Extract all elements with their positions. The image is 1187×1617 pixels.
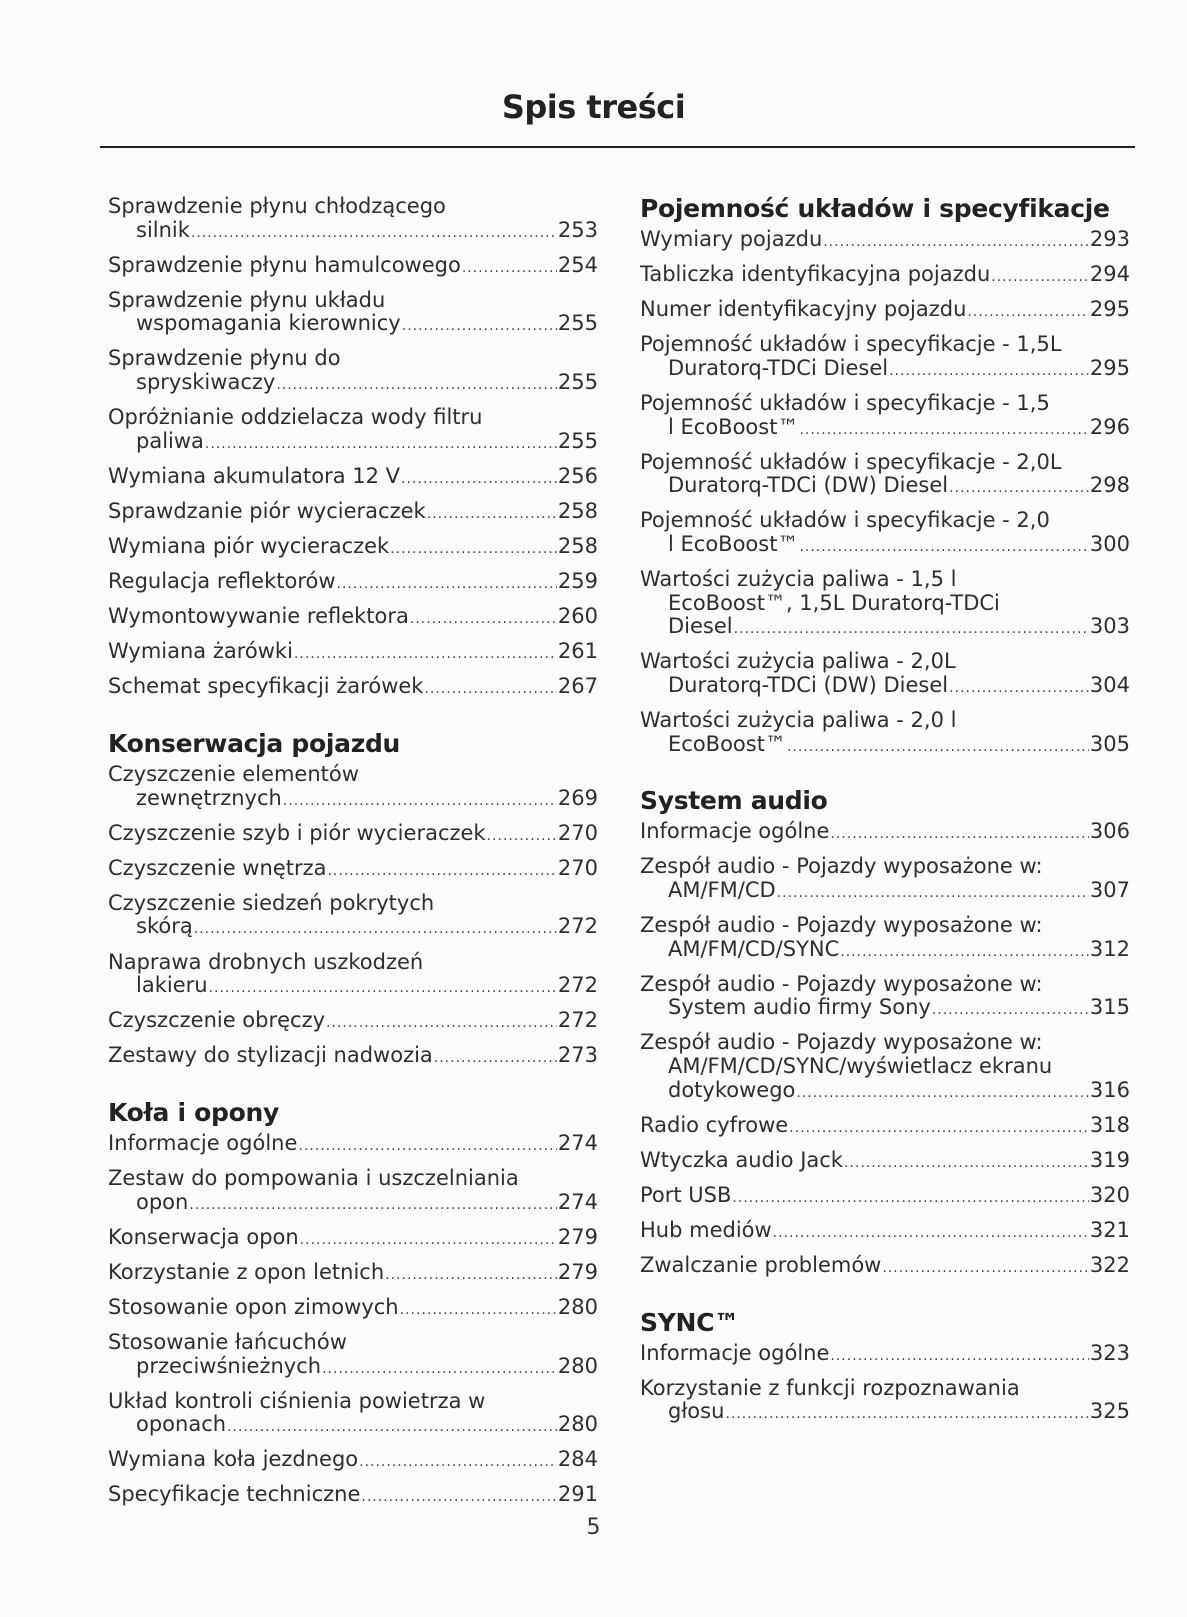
entry-title-line: Pojemność układów i specyfikacje - 2,0L — [640, 449, 1062, 474]
toc-entry[interactable] — [640, 709, 1130, 759]
entry-title-line: Sprawdzanie piór wycieraczek — [108, 498, 426, 523]
toc-entry[interactable] — [108, 1261, 598, 1288]
toc-entry[interactable] — [108, 289, 598, 339]
entry-title-line: Zestawy do stylizacji nadwozia — [108, 1043, 433, 1068]
entry-page-number: 294 — [1089, 262, 1130, 287]
toc-entry[interactable] — [108, 605, 598, 632]
toc-entry[interactable] — [108, 535, 598, 562]
toc-entry[interactable] — [640, 973, 1130, 1023]
toc-entry[interactable] — [108, 406, 598, 456]
toc-entry[interactable] — [108, 1132, 598, 1159]
dot-leader — [227, 1416, 557, 1440]
entry-title-line: zewnętrznych — [136, 785, 282, 810]
toc-entry[interactable] — [108, 675, 598, 702]
toc-entry[interactable] — [108, 1009, 598, 1036]
page-number: 5 — [586, 1515, 601, 1540]
entry-title-line: Pojemność układów i specyfikacje - 2,0 — [640, 508, 1050, 533]
toc-entry[interactable] — [640, 855, 1130, 905]
toc-entry[interactable] — [640, 298, 1130, 325]
toc-entry[interactable] — [640, 1114, 1130, 1141]
toc-entry[interactable] — [640, 451, 1130, 501]
entry-title-line: dotykowego — [668, 1077, 796, 1102]
entry-title-line: l EcoBoost™ — [668, 531, 799, 556]
entry-title-line: AM/FM/CD — [668, 877, 776, 902]
entry-title-line: Schemat specyfikacji żarówek — [108, 674, 424, 699]
toc-entry[interactable] — [108, 195, 598, 245]
entry-title-line: Wymiana żarówki — [108, 639, 293, 664]
entry-page-number: 316 — [1089, 1077, 1130, 1102]
dot-leader — [889, 360, 1089, 384]
entry-title-line: Diesel — [668, 614, 733, 639]
entry-title-line: Informacje ogólne — [108, 1130, 298, 1155]
dot-leader — [799, 419, 1088, 443]
entry-page-number: 307 — [1089, 877, 1130, 902]
entry-title-line: przeciwśnieżnych — [136, 1353, 322, 1378]
toc-entry[interactable] — [108, 465, 598, 492]
entry-page-number: 322 — [1089, 1253, 1130, 1277]
entry-page-number: 305 — [1089, 731, 1130, 756]
entry-title-line: Port USB — [640, 1182, 732, 1207]
entry-page-number: 255 — [557, 370, 598, 395]
entry-title-line: skórą — [136, 914, 193, 939]
dot-leader — [787, 736, 1089, 760]
dot-leader — [725, 1403, 1089, 1427]
entry-title-line: Specyfikacje techniczne — [108, 1482, 361, 1507]
entry-title-line: Czyszczenie elementów — [108, 762, 359, 786]
entry-page-number: 312 — [1089, 936, 1130, 961]
entry-title-line: Opróżnianie oddzielacza wody filtru — [108, 405, 483, 430]
dot-leader — [400, 1299, 557, 1323]
section-heading: Pojemność układów i specyfikacje — [640, 194, 1110, 223]
entry-title-line: oponach — [136, 1412, 227, 1437]
entry-title-line: Hub mediów — [640, 1217, 772, 1242]
toc-entry[interactable] — [108, 1483, 598, 1510]
dot-leader — [487, 825, 557, 849]
toc-section — [640, 1309, 1130, 1427]
toc-entry[interactable] — [108, 822, 598, 849]
entry-title-line: Czyszczenie siedzeń pokrytych — [108, 890, 435, 915]
entry-title-line: Sprawdzenie płynu hamulcowego — [108, 252, 461, 277]
toc-entry[interactable] — [640, 1149, 1130, 1176]
toc-entry[interactable] — [108, 1390, 598, 1440]
toc-section — [108, 730, 598, 1071]
entry-title-line: spryskiwaczy — [136, 370, 276, 395]
entry-title-line: lakieru — [136, 973, 208, 998]
entry-page-number: 259 — [557, 569, 598, 594]
entry-title-line: AM/FM/CD/SYNC — [668, 936, 840, 961]
entry-title-line: Regulacja reflektorów — [108, 569, 336, 594]
toc-entry[interactable] — [640, 509, 1130, 559]
dot-leader — [773, 1222, 1089, 1246]
dot-leader — [300, 1229, 557, 1253]
dot-leader — [402, 315, 557, 339]
entry-page-number: 272 — [557, 973, 598, 998]
entry-page-number: 315 — [1089, 995, 1130, 1020]
dot-leader — [424, 678, 556, 702]
toc-entry[interactable] — [108, 500, 598, 527]
dot-leader — [205, 433, 557, 457]
entry-title-line: wspomagania kierownicy — [136, 311, 401, 336]
entry-page-number: 270 — [557, 855, 598, 880]
entry-page-number: 280 — [557, 1294, 598, 1319]
entry-page-number: 253 — [557, 217, 598, 242]
dot-leader — [830, 1345, 1089, 1369]
entry-title-line: Czyszczenie wnętrza — [108, 855, 327, 880]
dot-leader — [294, 643, 557, 667]
toc-entry[interactable] — [108, 1331, 598, 1381]
entry-page-number: 260 — [557, 604, 598, 629]
dot-leader — [789, 1117, 1089, 1141]
toc-entry[interactable] — [640, 650, 1130, 700]
dot-leader — [823, 231, 1089, 255]
section-heading: SYNC™ — [640, 1307, 739, 1337]
dot-leader — [427, 503, 557, 527]
toc-entry[interactable] — [640, 228, 1130, 255]
dot-leader — [844, 1152, 1089, 1176]
dot-leader — [734, 618, 1089, 642]
entry-title-line: Zestaw do pompowania i uszczelniania — [108, 1166, 519, 1191]
dot-leader — [840, 941, 1089, 965]
entry-title-line: Duratorq-TDCi (DW) Diesel — [668, 672, 949, 697]
entry-title-line: Zwalczanie problemów — [640, 1253, 882, 1277]
dot-leader — [191, 222, 557, 246]
entry-title-line: paliwa — [136, 428, 204, 453]
entry-page-number: 270 — [557, 820, 598, 845]
entry-title-line: Wymiana piór wycieraczek — [108, 534, 390, 559]
toc-entry[interactable] — [640, 333, 1130, 383]
dot-leader — [283, 790, 557, 814]
toc-entry[interactable] — [640, 263, 1130, 290]
dot-leader — [327, 860, 556, 884]
section-heading: Konserwacja pojazdu — [108, 729, 401, 758]
entry-title-line: Wtyczka audio Jack — [640, 1147, 843, 1172]
entry-title-line: opon — [136, 1189, 189, 1214]
toc-entry[interactable] — [108, 892, 598, 942]
entry-page-number: 306 — [1089, 819, 1130, 844]
dot-leader — [390, 538, 557, 562]
toc-entry[interactable] — [108, 857, 598, 884]
dot-leader — [991, 266, 1089, 290]
entry-title-line: Naprawa drobnych uszkodzeń — [108, 949, 424, 974]
entry-page-number: 258 — [557, 498, 598, 523]
dot-leader — [949, 677, 1089, 701]
toc-entry[interactable] — [640, 1254, 1130, 1281]
toc-entry[interactable] — [108, 1167, 598, 1217]
dot-leader — [401, 468, 557, 492]
entry-title-line: głosu — [668, 1399, 725, 1424]
entry-title-line: Numer identyfikacyjny pojazdu — [640, 297, 967, 322]
entry-page-number: 272 — [557, 1008, 598, 1033]
entry-page-number: 300 — [1089, 531, 1130, 556]
section-heading: System audio — [640, 786, 828, 816]
entry-page-number: 295 — [1089, 297, 1130, 322]
entry-title-line: Wymiary pojazdu — [640, 227, 823, 251]
toc-entry[interactable] — [640, 914, 1130, 964]
entry-page-number: 279 — [557, 1224, 598, 1249]
entry-title-line: Korzystanie z opon letnich — [108, 1259, 385, 1284]
toc-section — [640, 787, 1130, 1280]
entry-title-line: Układ kontroli ciśnienia powietrza w — [108, 1388, 486, 1413]
entry-page-number: 293 — [1089, 227, 1130, 251]
toc-entry[interactable] — [108, 1296, 598, 1323]
entry-page-number: 284 — [557, 1447, 598, 1472]
dot-leader — [194, 918, 557, 942]
entry-title-line: Sprawdzenie płynu chłodzącego — [108, 194, 446, 218]
entry-title-line: Czyszczenie szyb i piór wycieraczek — [108, 820, 486, 845]
entry-title-line: Radio cyfrowe — [640, 1112, 789, 1137]
dot-leader — [462, 257, 557, 281]
entry-page-number: 319 — [1089, 1147, 1130, 1172]
entry-page-number: 280 — [557, 1412, 598, 1437]
dot-leader — [732, 1187, 1088, 1211]
entry-page-number: 258 — [557, 534, 598, 559]
entry-page-number: 304 — [1089, 672, 1130, 697]
entry-page-number: 273 — [557, 1043, 598, 1068]
entry-page-number: 320 — [1089, 1182, 1130, 1207]
dot-leader — [276, 374, 557, 398]
toc-entry[interactable] — [640, 820, 1130, 847]
toc-entry[interactable] — [108, 763, 598, 813]
dot-leader — [337, 573, 557, 597]
entry-title-line: silnik — [136, 217, 190, 242]
entry-title-line: Zespół audio - Pojazdy wyposażone w: — [640, 1030, 1043, 1055]
entry-page-number: 255 — [557, 428, 598, 453]
entry-title-line: Sprawdzenie płynu układu — [108, 287, 386, 312]
entry-page-number: 291 — [557, 1482, 598, 1507]
entry-title-line: Wymiana akumulatora 12 V — [108, 463, 401, 488]
entry-title-line: EcoBoost™ — [668, 731, 786, 756]
entry-title-line: Czyszczenie obręczy — [108, 1008, 326, 1033]
dot-leader — [799, 536, 1088, 560]
dot-leader — [322, 1358, 557, 1382]
dot-leader — [209, 977, 557, 1001]
toc-entry[interactable] — [640, 1342, 1130, 1369]
entry-title-line: Wartości zużycia paliwa - 2,0 l — [640, 708, 957, 732]
dot-leader — [359, 1451, 557, 1475]
entry-title-line: Zespół audio - Pojazdy wyposażone w: — [640, 971, 1043, 996]
entry-title-line: Zespół audio - Pojazdy wyposażone w: — [640, 912, 1043, 937]
entry-page-number: 298 — [1089, 473, 1130, 498]
entry-page-number: 274 — [557, 1130, 598, 1155]
toc-entry[interactable] — [108, 1226, 598, 1253]
dot-leader — [967, 301, 1088, 325]
toc-entry[interactable] — [640, 1184, 1130, 1211]
entry-page-number: 303 — [1089, 614, 1130, 639]
toc-section — [108, 1099, 598, 1510]
toc-entry[interactable] — [640, 1219, 1130, 1246]
dot-leader — [796, 1082, 1089, 1106]
entry-page-number: 295 — [1089, 355, 1130, 380]
entry-page-number: 267 — [557, 674, 598, 699]
entry-title-line: EcoBoost™, 1,5L Duratorq-TDCi — [668, 590, 1000, 615]
dot-leader — [298, 1135, 557, 1159]
dot-leader — [326, 1012, 557, 1036]
toc-section — [108, 195, 598, 702]
entry-title-line: Zespół audio - Pojazdy wyposażone w: — [640, 854, 1043, 879]
toc-right-column — [640, 195, 1130, 1455]
dot-leader — [385, 1264, 557, 1288]
entry-title-line: Pojemność układów i specyfikacje - 1,5 — [640, 390, 1050, 415]
entry-page-number: 321 — [1089, 1217, 1130, 1242]
entry-title-line: Korzystanie z funkcji rozpoznawania — [640, 1375, 1020, 1400]
title-divider — [100, 146, 1135, 148]
entry-title-line: Wartości zużycia paliwa - 1,5 l — [640, 567, 957, 592]
entry-title-line: Sprawdzenie płynu do — [108, 346, 341, 371]
dot-leader — [361, 1486, 557, 1510]
entry-title-line: System audio firmy Sony — [668, 995, 931, 1020]
entry-page-number: 274 — [557, 1189, 598, 1214]
entry-title-line: Wymiana koła jezdnego — [108, 1447, 359, 1472]
toc-entry[interactable] — [108, 951, 598, 1001]
entry-title-line: Informacje ogólne — [640, 819, 830, 844]
dot-leader — [882, 1257, 1089, 1281]
toc-entry[interactable] — [108, 1044, 598, 1071]
entry-page-number: 255 — [557, 311, 598, 336]
toc-entry[interactable] — [108, 640, 598, 667]
entry-page-number: 256 — [557, 463, 598, 488]
entry-title-line: Stosowanie łańcuchów — [108, 1330, 347, 1354]
entry-title-line: Duratorq-TDCi (DW) Diesel — [668, 473, 949, 498]
toc-entry[interactable] — [640, 392, 1130, 442]
entry-page-number: 280 — [557, 1353, 598, 1378]
entry-title-line: Duratorq-TDCi Diesel — [668, 355, 889, 380]
entry-page-number: 318 — [1089, 1112, 1130, 1137]
entry-page-number: 272 — [557, 914, 598, 939]
entry-title-line: AM/FM/CD/SYNC/wyświetlacz ekranu — [668, 1053, 1053, 1078]
dot-leader — [434, 1047, 557, 1071]
entry-page-number: 325 — [1089, 1399, 1130, 1424]
toc-entry[interactable] — [108, 1448, 598, 1475]
dot-leader — [949, 477, 1089, 501]
toc-section — [640, 195, 1130, 759]
dot-leader — [932, 999, 1089, 1023]
entry-title-line: Wymontowywanie reflektora — [108, 604, 409, 629]
entry-title-line: Konserwacja opon — [108, 1224, 299, 1249]
dot-leader — [777, 882, 1089, 906]
page-title: Spis treści — [501, 88, 686, 126]
dot-leader — [410, 608, 557, 632]
entry-page-number: 261 — [557, 639, 598, 664]
entry-title-line: Stosowanie opon zimowych — [108, 1294, 399, 1319]
dot-leader — [830, 823, 1089, 847]
entry-title-line: l EcoBoost™ — [668, 414, 799, 439]
toc-entry[interactable] — [108, 347, 598, 397]
section-heading: Koła i opony — [108, 1097, 279, 1127]
toc-entry[interactable] — [640, 568, 1130, 642]
entry-page-number: 269 — [557, 785, 598, 810]
entry-title-line: Tabliczka identyfikacyjna pojazdu — [640, 262, 991, 287]
toc-entry[interactable] — [108, 570, 598, 597]
toc-entry[interactable] — [108, 254, 598, 281]
toc-entry[interactable] — [640, 1377, 1130, 1427]
entry-page-number: 323 — [1089, 1340, 1130, 1365]
entry-page-number: 296 — [1089, 414, 1130, 439]
entry-title-line: Wartości zużycia paliwa - 2,0L — [640, 649, 956, 674]
toc-entry[interactable] — [640, 1031, 1130, 1105]
entry-title-line: Informacje ogólne — [640, 1340, 830, 1365]
toc-left-column — [108, 195, 598, 1538]
entry-title-line: Pojemność układów i specyfikacje - 1,5L — [640, 332, 1062, 357]
entry-page-number: 254 — [557, 252, 598, 277]
entry-page-number: 279 — [557, 1259, 598, 1284]
dot-leader — [189, 1194, 557, 1218]
